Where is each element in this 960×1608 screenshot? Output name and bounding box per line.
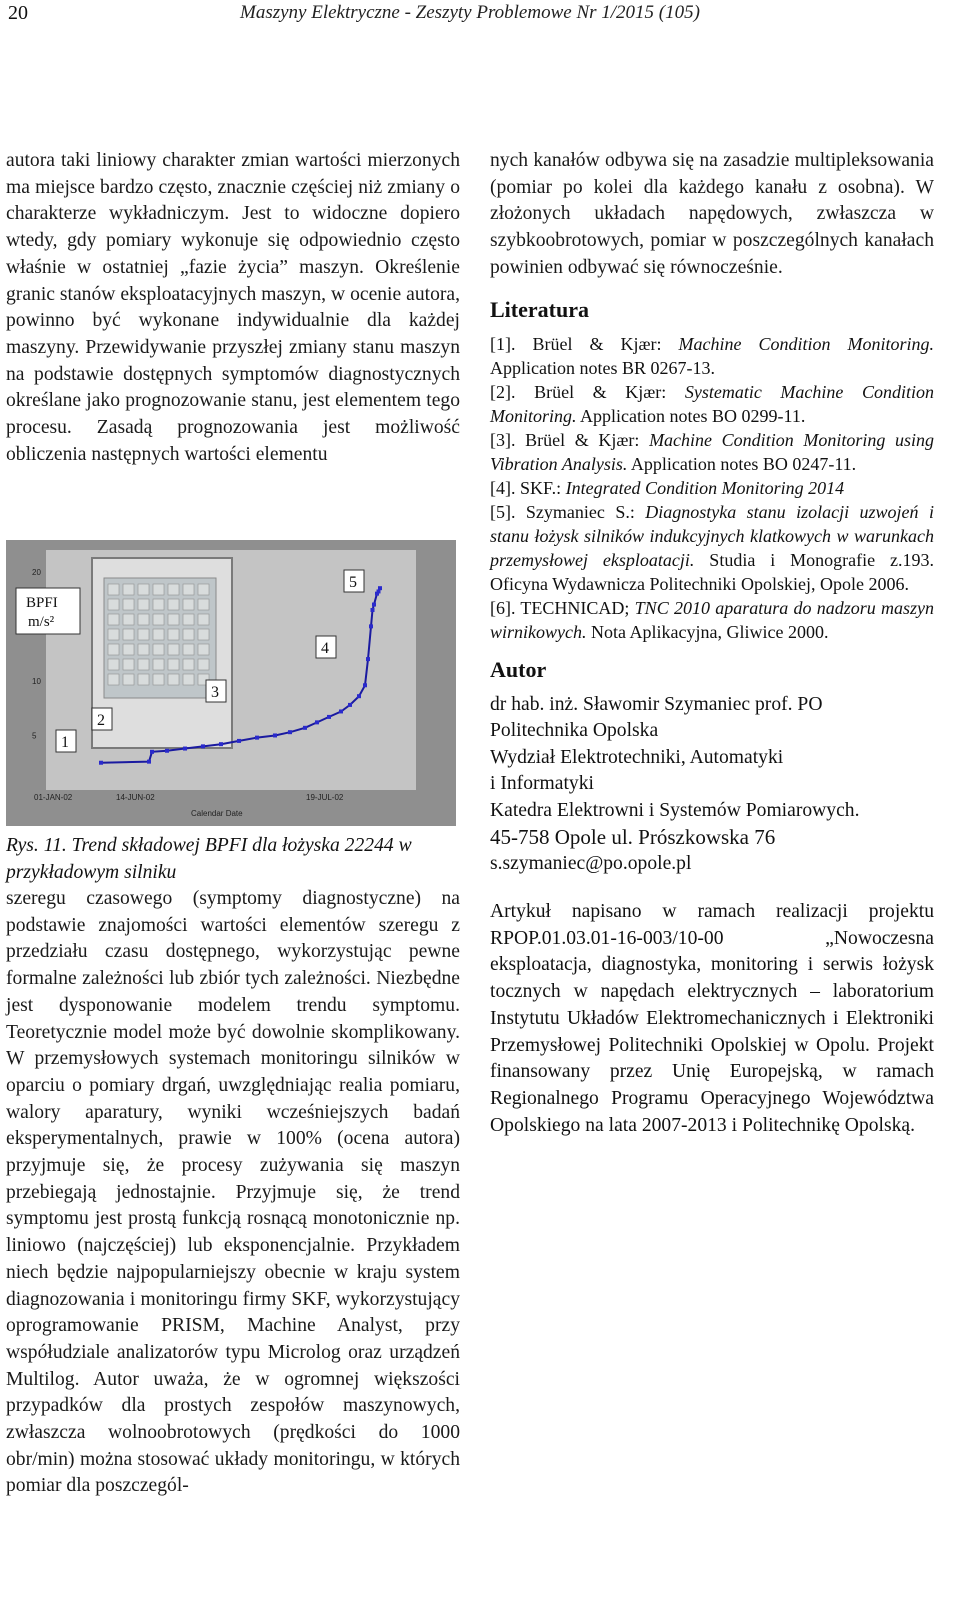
data-point: [348, 703, 352, 707]
inset-module: [168, 659, 179, 670]
reference-item: [6]. TECHNICAD; TNC 2010 aparatura do nadzoru maszyn wirnikowych. Nota Aplikacyjna, Gliwice 2000.: [490, 597, 934, 642]
inset-module: [153, 614, 164, 625]
inset-module: [138, 614, 149, 625]
data-point: [369, 624, 373, 628]
author-line: Politechnika Opolska: [490, 720, 659, 742]
inset-module: [138, 674, 149, 685]
data-point: [183, 747, 187, 751]
inset-module: [168, 584, 179, 595]
author-line: Katedra Elektrowni i Systemów Pomiarowych.: [490, 799, 860, 821]
inset-module: [138, 584, 149, 595]
reference-item: [5]. Szymaniec S.: Diagnostyka stanu izolacji uzwojeń i stanu łożysk silników indukcyjnych klatkowych w warunkach przemysłowej eksploatacji. Studia i Monografie z.193. Oficyna Wydawnicza Politechniki Opolskiej, Opole 2006.: [490, 501, 935, 594]
data-point: [255, 736, 259, 740]
inset-module: [108, 629, 119, 640]
data-point: [372, 603, 376, 607]
inset-module: [168, 629, 179, 640]
y-tick-label: 5: [32, 731, 37, 741]
page-number: 20: [8, 2, 28, 24]
y-tick-label: 10: [32, 676, 41, 686]
inset-module: [198, 644, 209, 655]
inset-module: [153, 659, 164, 670]
inset-module: [108, 599, 119, 610]
data-point: [327, 715, 331, 719]
stage-marker-label: 2: [97, 712, 105, 729]
y-tick-label: 20: [32, 567, 41, 577]
data-point: [273, 733, 277, 737]
literature-heading: Literatura: [490, 296, 589, 322]
author-line: 45-758 Opole ul. Prószkowska 76: [490, 825, 776, 850]
inset-module: [153, 584, 164, 595]
inset-module: [168, 674, 179, 685]
figure-11: [6, 540, 456, 826]
y-label-box: [16, 588, 80, 634]
data-point: [99, 761, 103, 765]
stage-marker-label: 4: [321, 640, 329, 657]
reference-list: [490, 332, 934, 644]
inset-module: [183, 659, 194, 670]
inset-module: [153, 599, 164, 610]
inset-module: [198, 629, 209, 640]
inset-module: [183, 644, 194, 655]
left-paragraph-2: szeregu czasowego (symptomy diagnostyczne) na podstawie znajomości wartości elementów szeregu z przedziału czasu dostępnego, wykorzystując pewne formalne zależności lub zbiór tych zależności. Niezbędne jest dysponowanie modelem trendu symptomu. Teoretycznie model może być dowolnie skomplikowany. W przemysłowych systemach monitoringu silników w oparciu o pomiary drgań, uwzględniając realia pomiaru, walory aparatury, wyniki wcześniejszych badań eksperymentalnych, prawie w 100% (ocena autora) przyjmuje się, że procesy zużywania się maszyn przebiegają jednostajnie. Przyjmuje się, że trend symptomu jest prostą funkcją rosnącą monotonicznie np. liniowo (najczęściej) lub eksponencjalnie. Przykładem niech będzie najpopularniejszy obecnie w kraju system diagnozowania i monitoringu firmy SKF, wykorzystujący oprogramowanie PRISM, Machine Analyst, przy współudziale analizatorów typu Microlog oraz urządzeń Multilog. Autor uważa, że w ogromnej większości przypadków dla prostych zespołów maszynowych, zwłaszcza wolnoobrotowych (prędkości do 1000 obr/min) można stosować układy monitoringu, w których pomiar dla poszczegól-: [6, 888, 460, 1497]
inset-module: [123, 599, 134, 610]
reference-item: [4]. SKF.: Integrated Condition Monitoring 2014: [490, 477, 845, 498]
x-tick-label: 01-JAN-02: [34, 793, 73, 802]
author-heading: Autor: [490, 656, 547, 682]
reference-item: [3]. Brüel & Kjær: Machine Condition Monitoring using Vibration Analysis. Application notes BO 0247-11.: [490, 429, 934, 474]
inset-module: [138, 644, 149, 655]
inset-module: [168, 644, 179, 655]
inset-module: [123, 659, 134, 670]
photo-inset: [92, 558, 232, 748]
inset-module: [123, 644, 134, 655]
inset-module: [198, 599, 209, 610]
inset-module: [123, 629, 134, 640]
inset-module: [153, 674, 164, 685]
inset-module: [183, 674, 194, 685]
left-paragraph-1: autora taki liniowy charakter zmian wartości mierzonych ma miejsce bardzo często, znacznie częściej niż zmiany o charakterze wykładniczym. Jest to widoczne dopiero wtedy, gdy pomiary wykonuje się odpowiednio często właśnie w ostatniej „fazie życia” maszyn. Określenie granic stanów eksploatacyjnych maszyn, w ocenie autora, powinno być wykonane indywidualnie dla każdej maszyny. Przewidywanie przyszłej zmiany stanu maszyn na podstawie dostępnych symptomów diagnostycznych określane jako prognozowanie stanu, jest elementem tego procesu. Zasadą prognozowania jest możliwość obliczenia następnych wartości elementu: [6, 150, 460, 465]
data-point: [357, 694, 361, 698]
right-column: [490, 148, 934, 1139]
stage-marker-label: 1: [61, 734, 69, 751]
data-point: [147, 760, 151, 764]
data-point: [315, 720, 319, 724]
inset-module: [198, 584, 209, 595]
inset-module: [183, 599, 194, 610]
data-point: [303, 726, 307, 730]
data-point: [219, 742, 223, 746]
inset-module: [123, 614, 134, 625]
inset-module: [183, 584, 194, 595]
inset-module: [153, 644, 164, 655]
author-line: dr hab. inż. Sławomir Szymaniec prof. PO: [490, 693, 823, 715]
right-paragraph-1: nych kanałów odbywa się na zasadzie multipleksowania (pomiar po kolei dla każdego kanału z osobna). W złożonych układach napędowych, zwłaszcza w szybkoobrotowych, pomiar w poszczególnych kanałach powinien odbywać się równocześnie.: [490, 150, 934, 278]
y-axis-label-2: m/s²: [28, 614, 55, 630]
inset-module: [123, 674, 134, 685]
inset-module: [198, 659, 209, 670]
author-line: i Informatyki: [490, 773, 594, 795]
inset-module: [138, 629, 149, 640]
stage-marker-label: 3: [211, 684, 219, 701]
page-header: [0, 0, 960, 30]
data-point: [237, 739, 241, 743]
inset-module: [183, 614, 194, 625]
inset-module: [168, 599, 179, 610]
author-block: [490, 692, 934, 878]
inset-module: [123, 584, 134, 595]
reference-item: [1]. Brüel & Kjær: Machine Condition Monitoring. Application notes BR 0267-13.: [490, 333, 935, 378]
inset-module: [138, 659, 149, 670]
inset-module: [108, 584, 119, 595]
inset-module: [108, 659, 119, 670]
data-point: [363, 683, 367, 687]
bpfi-trend-chart: [6, 540, 456, 826]
data-point: [165, 749, 169, 753]
data-point: [378, 586, 382, 590]
reference-item: [2]. Brüel & Kjær: Systematic Machine Condition Monitoring. Application notes BO 0299-11.: [490, 381, 934, 426]
inset-module: [108, 674, 119, 685]
left-column-top: [6, 148, 460, 468]
left-column-bottom: [6, 886, 460, 1500]
inset-module: [198, 614, 209, 625]
data-point: [366, 657, 370, 661]
stage-marker-label: 5: [349, 574, 357, 591]
data-point: [201, 744, 205, 748]
data-point: [150, 750, 154, 754]
author-line: Wydział Elektrotechniki, Automatyki: [490, 746, 784, 768]
x-axis-label: Calendar Date: [191, 809, 243, 818]
inset-module: [153, 629, 164, 640]
data-point: [288, 730, 292, 734]
journal-title: Maszyny Elektryczne - Zeszyty Problemowe Nr 1/2015 (105): [240, 2, 700, 23]
inset-module: [183, 629, 194, 640]
author-line: s.szymaniec@po.opole.pl: [490, 852, 692, 874]
data-point: [339, 709, 343, 713]
inset-module: [138, 599, 149, 610]
project-note: Artykuł napisano w ramach realizacji projektu RPOP.01.03.01-16-003/10-00 „Nowoczesna eksploatacja, diagnostyka, monitoring i serwis łożysk tocznych w napędach elektrycznych – laboratorium Instytutu Układów Elektromechanicznych i Elektroniki Przemysłowej Politechniki Opolskiej w Opolu. Projekt finansowany przez Unię Europejską, w ramach Regionalnego Programu Operacyjnego Województwa Opolskiego na lata 2007-2013 i Politechnikę Opolską.: [490, 901, 934, 1136]
inset-module: [108, 644, 119, 655]
y-axis-label-1: BPFI: [26, 595, 58, 611]
data-point: [371, 608, 375, 612]
x-tick-label: 19-JUL-02: [306, 793, 344, 802]
figure-caption: Rys. 11. Trend składowej BPFI dla łożyska 22244 w przykładowym silniku: [6, 835, 412, 883]
inset-module: [168, 614, 179, 625]
x-tick-label: 14-JUN-02: [116, 793, 155, 802]
inset-modules: [108, 584, 209, 685]
inset-module: [108, 614, 119, 625]
